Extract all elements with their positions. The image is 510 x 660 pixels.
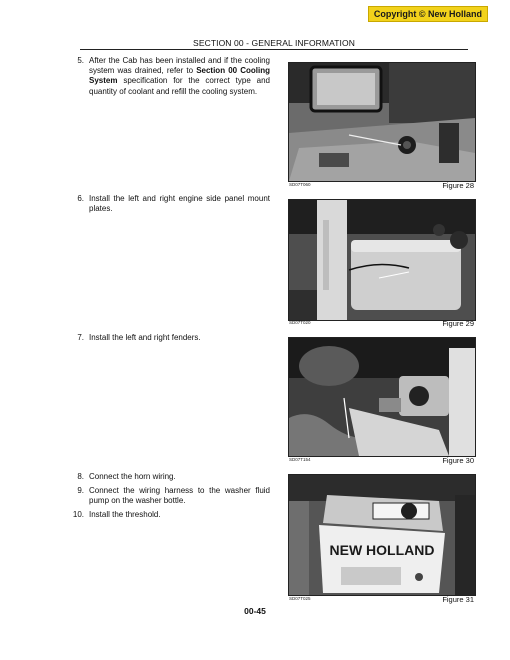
- machine-brand-decal: NEW HOLLAND: [329, 542, 435, 558]
- step-number: 5.: [77, 56, 84, 65]
- step-6: [70, 194, 270, 214]
- step-10: [70, 510, 270, 520]
- step-text-part: specification for the correct type and quantity of coolant and refill the cooling system.: [89, 76, 270, 96]
- step-number: 7.: [77, 333, 84, 342]
- step-text: Install the left and right fenders.: [89, 333, 201, 342]
- figure-code: SD07T060: [289, 182, 311, 187]
- step-text: Connect the horn wiring.: [89, 472, 176, 481]
- step-number: 8.: [77, 472, 84, 481]
- figure-label: Figure 29: [442, 319, 474, 328]
- section-title: SECTION 00 - GENERAL INFORMATION: [193, 38, 355, 48]
- step-number: 10.: [72, 510, 84, 519]
- step-5: [70, 56, 270, 97]
- step-text: Install the left and right engine side panel mount plates.: [89, 194, 270, 214]
- figure-code: SD07T154: [289, 457, 311, 462]
- figure-31-photo: [288, 474, 476, 596]
- step-number: 9.: [77, 486, 84, 495]
- copyright-badge: Copyright © New Holland: [368, 6, 488, 22]
- figure-29-photo: [288, 199, 476, 321]
- header-divider: [80, 49, 468, 50]
- step-7: [70, 333, 270, 343]
- step-text: [89, 56, 270, 97]
- figure-30-photo: [288, 337, 476, 457]
- step-bold-reference: Section 00 Cooling System: [89, 66, 270, 86]
- figure-28-photo: [288, 62, 476, 182]
- step-8: [70, 472, 270, 482]
- figure-label: Figure 28: [442, 181, 474, 190]
- step-text: Connect the wiring harness to the washer fluid pump on the washer bottle.: [89, 486, 270, 506]
- step-9: [70, 486, 270, 506]
- figure-code: SD07T020: [289, 320, 311, 325]
- page-number: 00-45: [244, 606, 266, 616]
- step-number: 6.: [77, 194, 84, 203]
- figure-label: Figure 31: [442, 595, 474, 604]
- step-text: Install the threshold.: [89, 510, 161, 519]
- figure-label: Figure 30: [442, 456, 474, 465]
- figure-code: SD07T025: [289, 596, 311, 601]
- step-text-part: After the Cab has been installed and if the cooling system was drained, refer to: [89, 56, 270, 76]
